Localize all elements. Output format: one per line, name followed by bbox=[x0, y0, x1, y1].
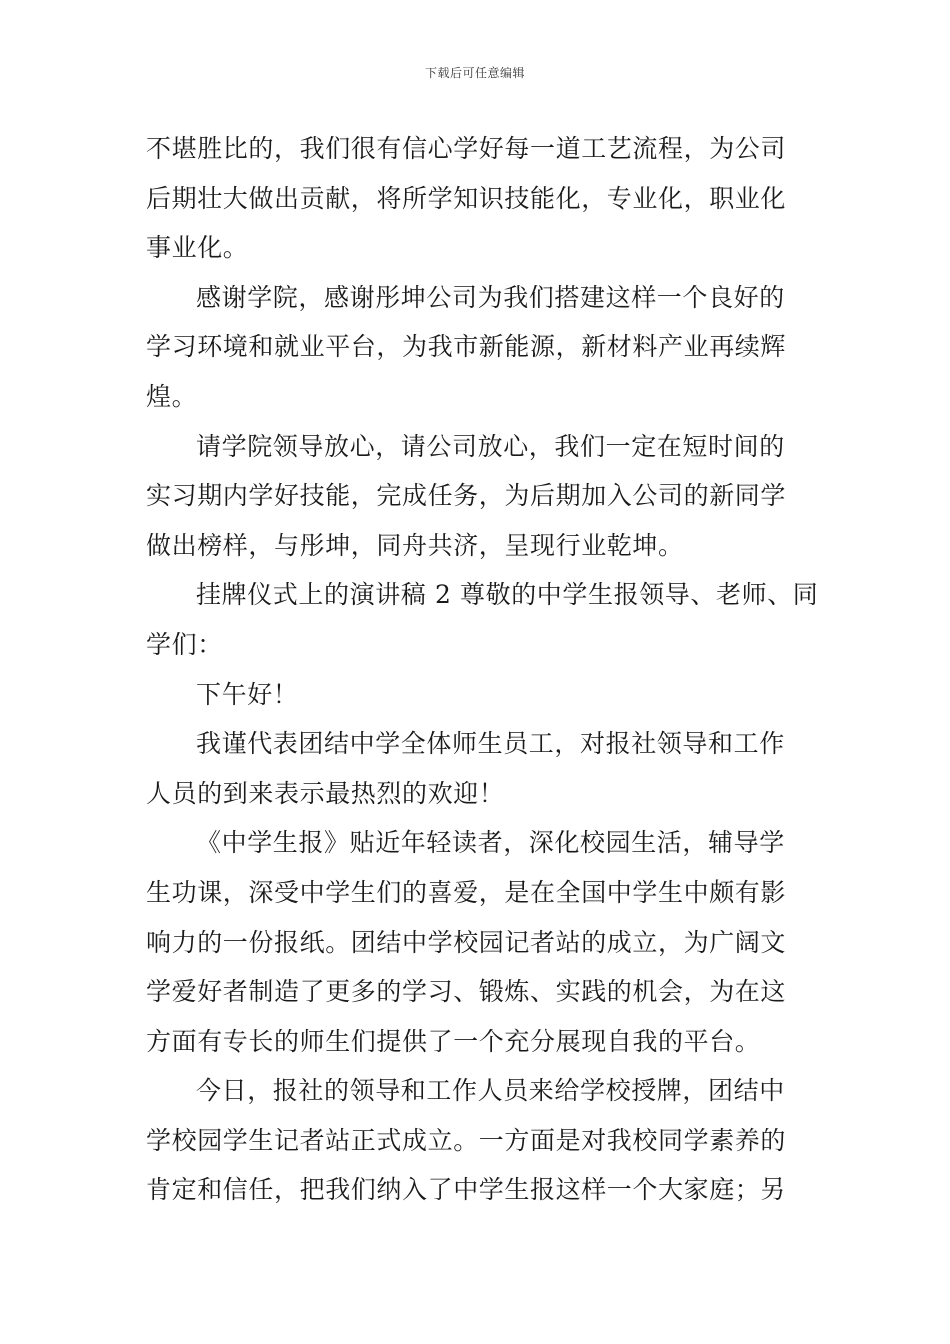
text-line: 下午好！ bbox=[196, 679, 299, 709]
text-line: 请学院领导放心，请公司放心，我们一定在短时间的 bbox=[196, 431, 785, 461]
page-header: 下载后可任意编辑 bbox=[424, 66, 525, 80]
text-line: 不堪胜比的，我们很有信心学好每一道工艺流程，为公司 bbox=[146, 134, 787, 163]
text-line: 实习期内学好技能，完成任务，为后期加入公司的新同学 bbox=[146, 481, 787, 511]
text-line: 煌。 bbox=[146, 381, 198, 411]
text-line: 学爱好者制造了更多的学习、锻炼、实践的机会，为在这 bbox=[146, 977, 787, 1007]
text-line: 人员的到来表示最热烈的欢迎！ bbox=[146, 778, 505, 808]
document-body bbox=[146, 124, 819, 1215]
text-line: 挂牌仪式上的演讲稿 2 尊敬的中学生报领导、老师、同 bbox=[196, 580, 819, 610]
text-line: 今日，报社的领导和工作人员来给学校授牌，团结中 bbox=[196, 1076, 785, 1106]
text-line: 学习环境和就业平台，为我市新能源，新材料产业再续辉 bbox=[146, 332, 787, 362]
text-line: 生功课，深受中学生们的喜爱，是在全国中学生中颇有影 bbox=[146, 877, 787, 907]
text-line: 事业化。 bbox=[146, 233, 249, 263]
text-line: 学们： bbox=[146, 629, 223, 659]
text-line: 后期壮大做出贡献，将所学知识技能化，专业化，职业化 bbox=[146, 183, 787, 213]
text-line: 做出榜样，与彤坤，同舟共济，呈现行业乾坤。 bbox=[146, 530, 684, 560]
text-line: 我谨代表团结中学全体师生员工，对报社领导和工作 bbox=[196, 729, 785, 759]
text-line: 响力的一份报纸。团结中学校园记者站的成立，为广阔文 bbox=[146, 927, 787, 957]
text-line: 《中学生报》贴近年轻读者，深化校园生活，辅导学 bbox=[196, 828, 785, 858]
text-line: 感谢学院，感谢彤坤公司为我们搭建这样一个良好的 bbox=[196, 282, 785, 312]
text-line: 方面有专长的师生们提供了一个充分展现自我的平台。 bbox=[146, 1026, 761, 1056]
text-line: 肯定和信任，把我们纳入了中学生报这样一个大家庭；另 bbox=[146, 1175, 787, 1205]
text-line: 学校园学生记者站正式成立。一方面是对我校同学素养的 bbox=[146, 1125, 787, 1155]
